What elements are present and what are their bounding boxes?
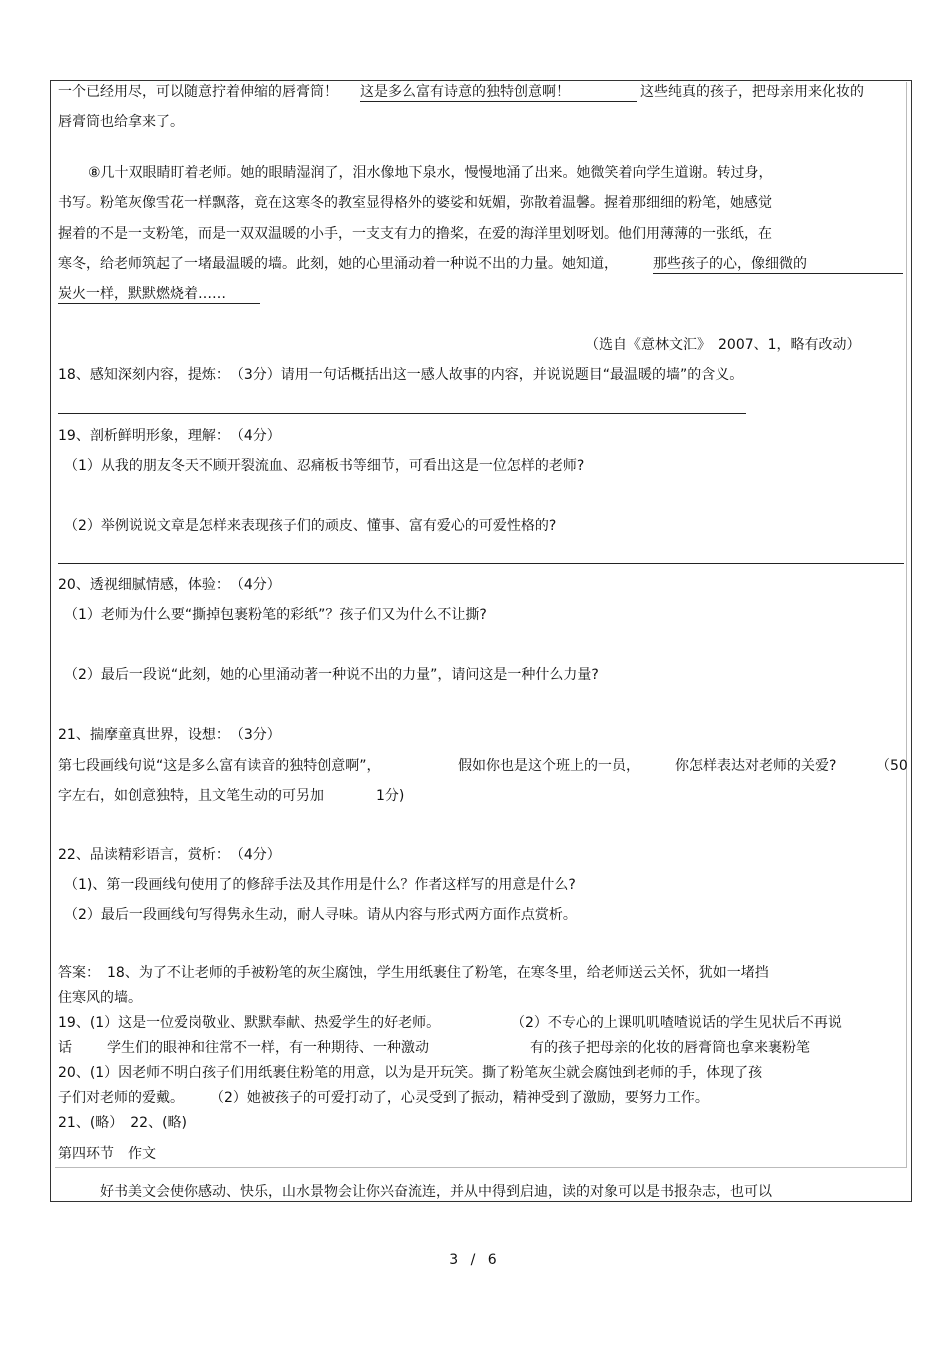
question-22-title: 22、品读精彩语言，赏析： （4分） bbox=[58, 847, 281, 863]
answer-21-22: 21、(略） 22、(略) bbox=[58, 1115, 188, 1131]
question-20-title: 20、透视细腻情感，体验： （4分） bbox=[58, 577, 281, 593]
source-citation: （选自《意林文汇》 2007、1，略有改动） bbox=[585, 337, 861, 353]
question-22-part2: （2）最后一段画线句写得隽永生动，耐人寻味。请从内容与形式两方面作点赏析。 bbox=[64, 907, 577, 923]
question-21-line2a: 字左右，如创意独特，且文笔生动的可另加 bbox=[58, 788, 324, 804]
para8-line3: 握着的不是一支粉笔，而是一双双温暖的小手，一支支有力的撸桨，在爱的海洋里划呀划。他们用薄薄的一张纸，在 bbox=[58, 226, 772, 242]
para8-underlined-sentence-b: 炭火一样，默默燃烧着…… bbox=[58, 285, 260, 304]
question-21-line1d: （50 bbox=[876, 758, 908, 774]
para8-line2: 书写。粉笔灰像雪花一样飘落，竟在这寒冬的教室显得格外的婆娑和妩媚，弥散着温馨。握着那细细的粉笔，她感觉 bbox=[58, 195, 772, 211]
para7-underlined-sentence: 这是多么富有诗意的独特创意啊！ bbox=[360, 83, 637, 102]
answer-19-line2c: 有的孩子把母亲的化妆的唇膏筒也拿来裹粉笔 bbox=[530, 1040, 810, 1056]
question-19-part2: （2）举例说说文章是怎样来表现孩子们的顽皮、懂事、富有爱心的可爱性格的? bbox=[64, 518, 557, 534]
section-title: 第四环节 作文 bbox=[58, 1146, 156, 1162]
para7-line1c: 这些纯真的孩子，把母亲用来化妆的 bbox=[640, 84, 864, 100]
question-21-line1a: 第七段画线句说“这是多么富有读音的独特创意啊”， bbox=[58, 758, 381, 774]
answer-line-18 bbox=[58, 413, 746, 414]
para8-underlined-sentence-a: 那些孩子的心，像细微的 bbox=[653, 255, 903, 274]
answer-20-line1: 20、(1）因老师不明白孩子们用纸裹住粉笔的用意，以为是开玩笑。撕了粉笔灰尘就会腐蚀到老师的手，体现了孩 bbox=[58, 1065, 763, 1081]
answer-18-line1: 答案： 18、为了不让老师的手被粉笔的灰尘腐蚀，学生用纸裹住了粉笔，在寒冬里，给老师送云关怀，犹如一堵挡 bbox=[58, 965, 769, 981]
question-20-part1: （1）老师为什么要“撕掉包裹粉笔的彩纸”？孩子们又为什么不让撕? bbox=[64, 607, 487, 623]
answer-20-line2b: （2）她被孩子的可爱打动了，心灵受到了振动，精神受到了激励，要努力工作。 bbox=[210, 1090, 709, 1106]
answer-19-line2a: 话 bbox=[58, 1040, 72, 1056]
answer-20-line2a: 子们对老师的爱戴。 bbox=[58, 1090, 184, 1106]
para8-line4a: 寒冬，给老师筑起了一堵最温暖的墙。此刻，她的心里涌动着一种说不出的力量。她知道， bbox=[58, 256, 618, 272]
question-21-line2b: 1分) bbox=[376, 788, 405, 804]
answer-19-line1a: 19、(1）这是一位爱岗敬业、默默奉献、热爱学生的好老师。 bbox=[58, 1015, 441, 1031]
answer-line-19 bbox=[58, 563, 904, 564]
question-21-line1b: 假如你也是这个班上的一员， bbox=[458, 758, 640, 774]
question-18: 18、感知深刻内容，提炼： （3分）请用一句话概括出这一感人故事的内容，并说说题目“最温暖的墙”的含义。 bbox=[58, 367, 744, 383]
question-19-title: 19、剖析鲜明形象，理解： （4分） bbox=[58, 428, 281, 444]
answer-18-line2: 住寒风的墙。 bbox=[58, 990, 142, 1006]
para8-line1: ⑧几十双眼睛盯着老师。她的眼睛湿润了，泪水像地下泉水，慢慢地涌了出来。她微笑着向学生道谢。转过身， bbox=[88, 165, 773, 181]
question-21-title: 21、揣摩童真世界，设想： （3分） bbox=[58, 727, 281, 743]
para7-line2: 唇膏筒也给拿来了。 bbox=[58, 114, 184, 130]
para7-line1a: 一个已经用尽，可以随意拧着伸缩的唇膏筒！ bbox=[58, 84, 338, 100]
question-19-part1: （1）从我的朋友冬天不顾开裂流血、忍痛板书等细节，可看出这是一位怎样的老师? bbox=[64, 458, 585, 474]
question-21-line1c: 你怎样表达对老师的关爱? bbox=[675, 758, 837, 774]
answer-19-line1b: （2）不专心的上课叽叽喳喳说话的学生见状后不再说 bbox=[511, 1015, 842, 1031]
essay-prompt: 好书美文会使你感动、快乐，山水景物会让你兴奋流连，并从中得到启迪，读的对象可以是书报杂志，也可以 bbox=[100, 1184, 772, 1200]
answer-19-line2b: 学生们的眼神和往常不一样，有一种期待、一种激动 bbox=[107, 1040, 429, 1056]
question-20-part2: （2）最后一段说“此刻，她的心里涌动著一种说不出的力量”，请问这是一种什么力量? bbox=[64, 667, 599, 683]
question-22-part1: （1)、第一段画线句使用了的修辞手法及其作用是什么？作者这样写的用意是什么? bbox=[64, 877, 576, 893]
page-number: 3 / 6 bbox=[449, 1252, 501, 1268]
inner-cell bbox=[55, 82, 907, 1168]
